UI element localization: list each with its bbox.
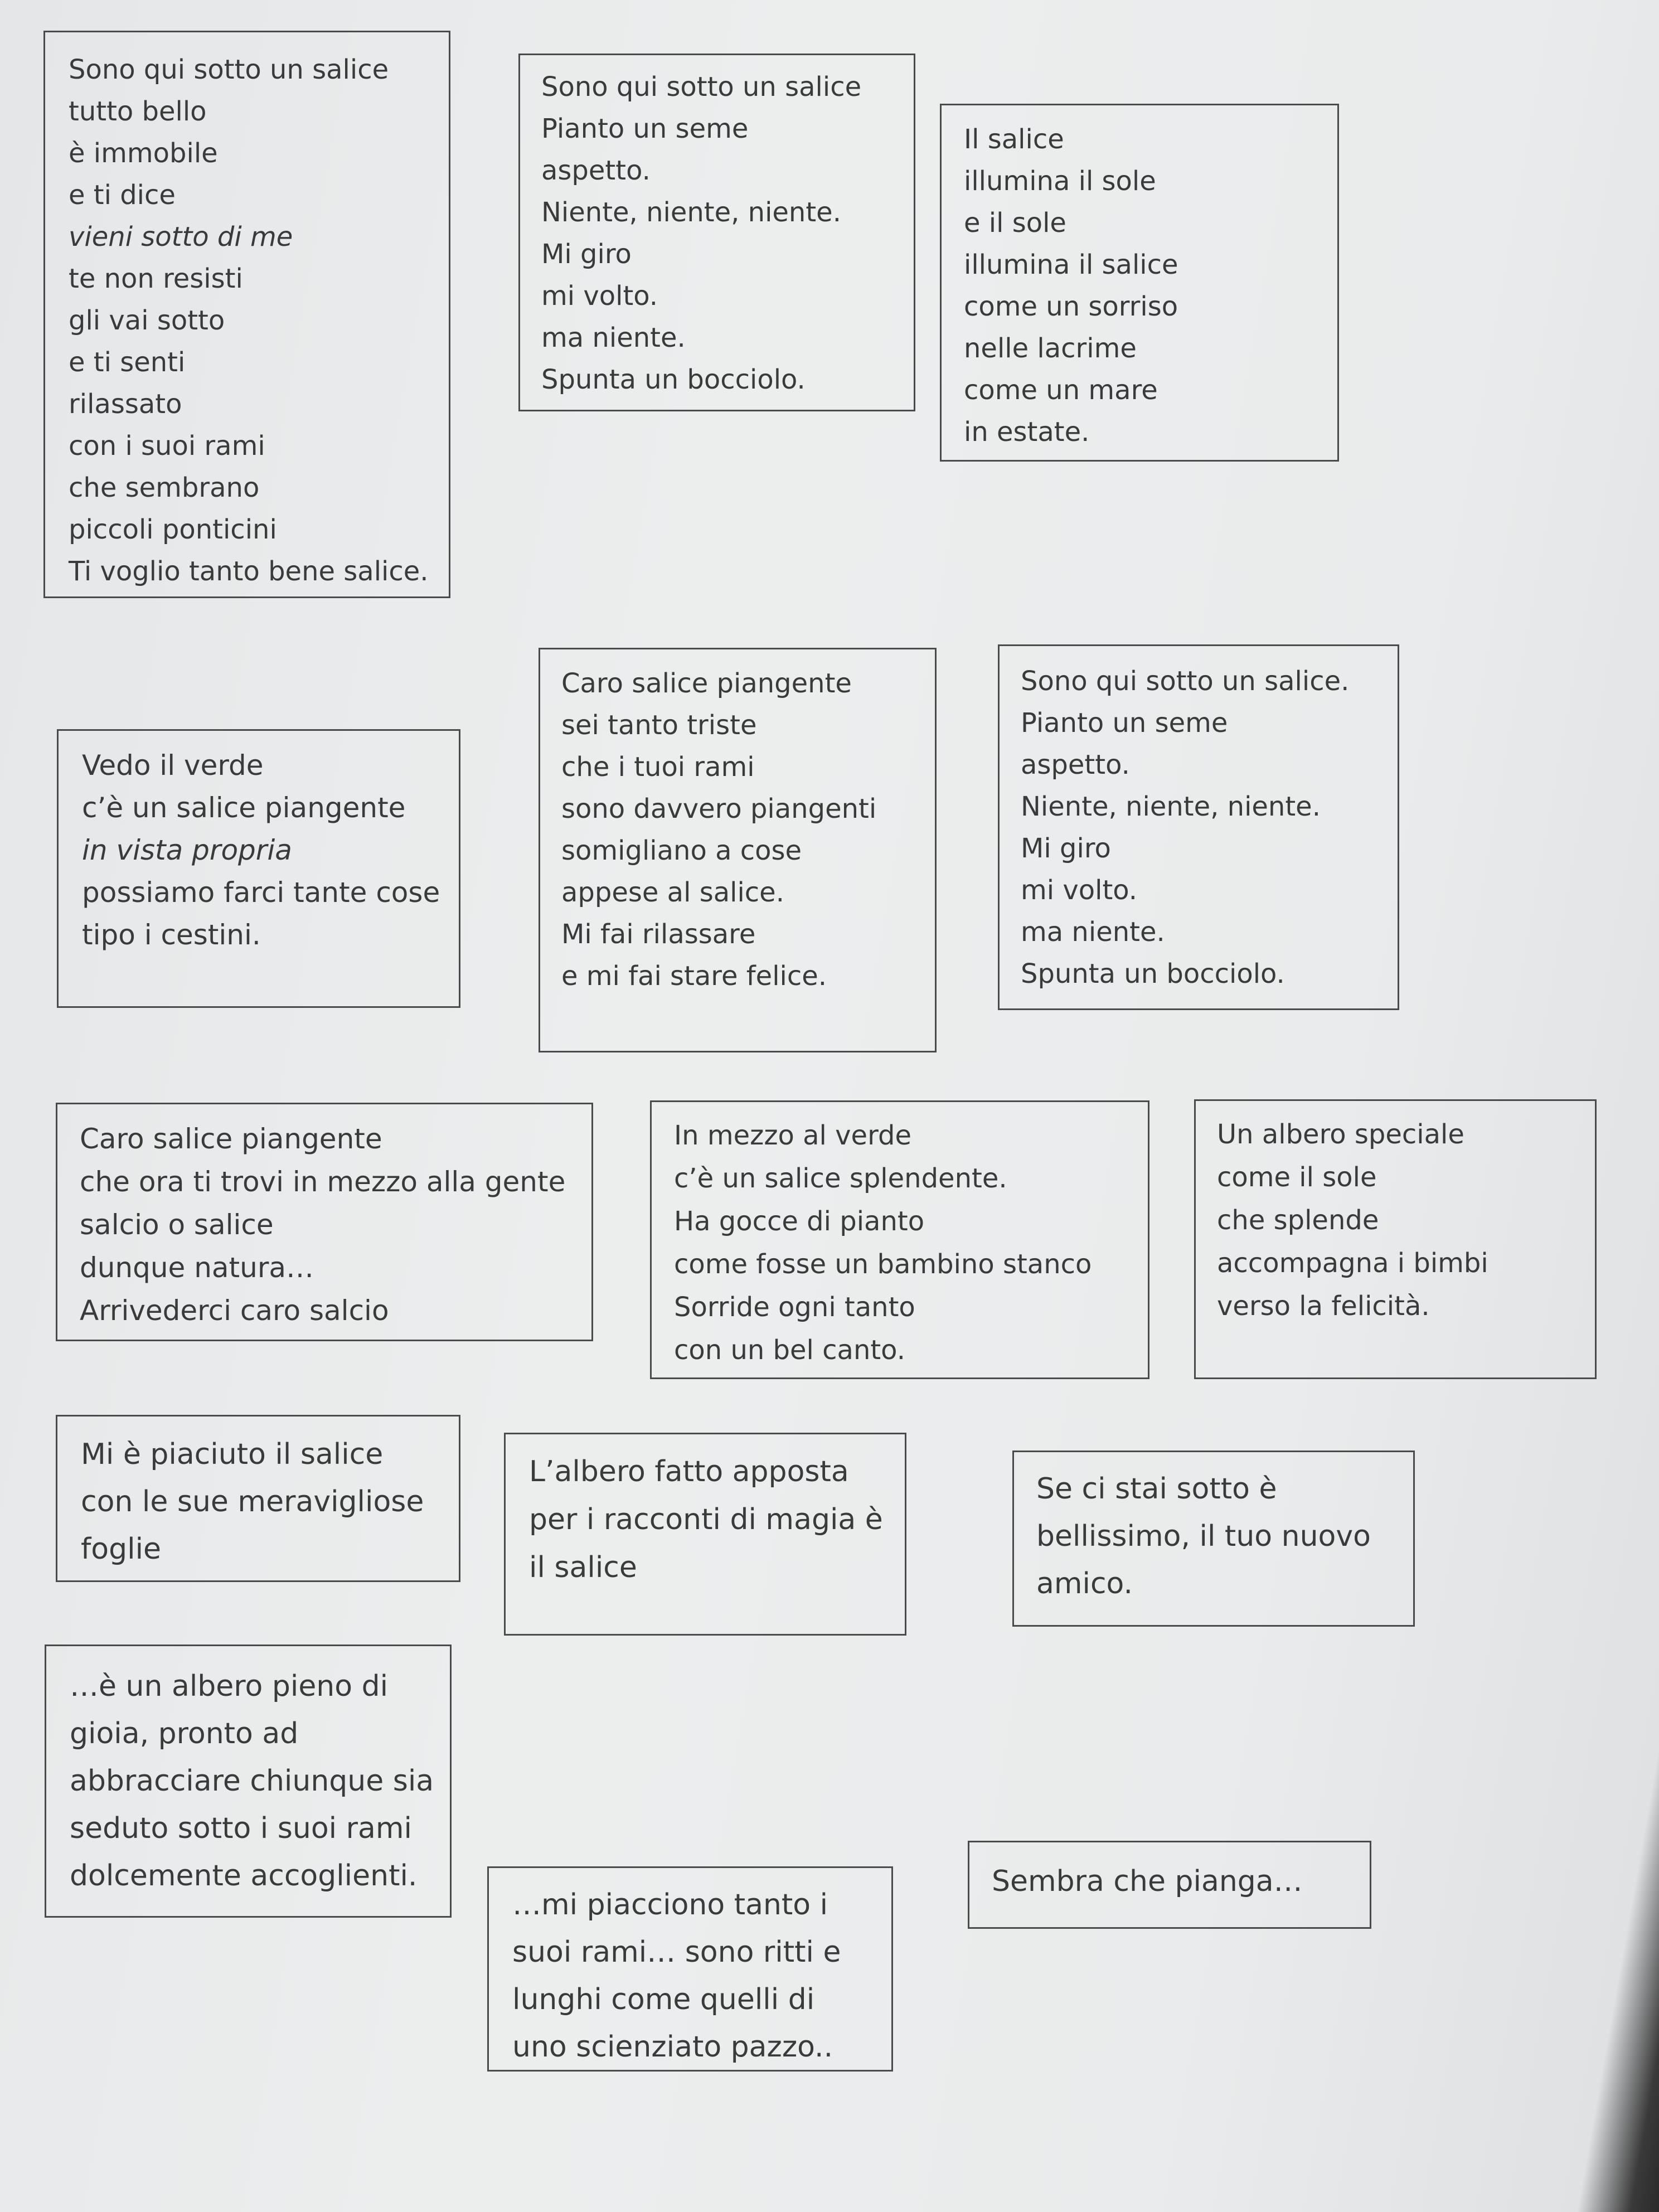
poem-line: Sono qui sotto un salice. [1021,666,1350,697]
poem-line: come un sorriso [964,291,1178,322]
poem-box [504,1433,906,1636]
poem-lines [1021,661,1398,995]
poem-line: dunque natura… [80,1251,314,1284]
poem-line: come un mare [964,375,1158,406]
poem-lines [529,1448,905,1592]
poem-lines [512,1881,891,2071]
poem-box [45,1645,452,1918]
poem-line: Spunta un bocciolo. [1021,958,1285,989]
poem-line: che ora ti trovi in mezzo alla gente [80,1166,566,1198]
poem-line: Vedo il verde [82,749,264,782]
poem-box [998,644,1399,1010]
poem-lines [992,1858,1370,1905]
poem-line: come il sole [1217,1162,1377,1193]
poem-box [650,1100,1149,1379]
poem-line: verso la felicità. [1217,1291,1430,1322]
poem-line: Arrivederci caro salcio [80,1294,389,1327]
poem-lines [541,66,914,401]
poem-line: illumina il sole [964,166,1156,197]
poem-line: aspetto. [1021,749,1130,780]
poem-line: mi volto. [1021,875,1138,906]
poem-line: c’è un salice splendente. [674,1163,1007,1194]
poem-box [968,1841,1371,1929]
poem-line: Mi giro [541,239,632,270]
poem-line: seduto sotto i suoi rami [70,1812,412,1845]
poem-box [1194,1099,1597,1379]
poem-line: che sembrano [69,472,260,503]
poem-line: con le sue meravigliose [81,1485,424,1519]
poem-line: mi volto. [541,280,658,312]
poem-line: con un bel canto. [674,1335,905,1366]
poem-box [539,648,937,1052]
poem-line: è immobile [69,138,218,169]
poem-line: per i racconti di magia è [529,1503,883,1536]
poem-line: che splende [1217,1205,1379,1236]
poem-line: illumina il salice [964,249,1178,280]
poem-line: Sembra che pianga… [992,1865,1303,1898]
poem-line: con i suoi rami [69,430,265,462]
poem-line: piccoli ponticini [69,514,277,545]
poem-box [56,1103,593,1341]
poem-line: tipo i cestini. [82,919,261,951]
poem-box [518,54,915,411]
poem-box [487,1866,893,2072]
poem-line: ma niente. [1021,916,1165,948]
poem-lines [561,663,935,997]
poem-line: abbracciare chiunque sia [70,1764,434,1798]
poem-lines [80,1118,591,1332]
poem-line: gioia, pronto ad [70,1717,299,1750]
poem-line: tutto bello [69,96,207,127]
poem-line: ma niente. [541,322,686,353]
poem-line: Spunta un bocciolo. [541,364,806,395]
poem-line: Sorride ogni tanto [674,1292,915,1323]
poem-line: suoi rami… sono ritti e [512,1936,841,1969]
poem-line: dolcemente accoglienti. [70,1859,418,1893]
poem-line: aspetto. [541,155,651,186]
poem-line: accompagna i bimbi [1217,1248,1488,1279]
poem-line: possiamo farci tante cose [82,876,440,909]
poem-line: rilassato [69,389,182,420]
poem-box [43,31,450,598]
poem-box [1012,1451,1415,1627]
poem-line: Un albero speciale [1217,1119,1464,1150]
poem-line: uno scienziato pazzo.. [512,2030,833,2064]
poem-line: Pianto un seme [541,113,749,144]
poem-line: Sono qui sotto un salice [69,54,389,85]
poem-line: e ti dice [69,180,176,211]
poem-line: somigliano a cose [561,835,802,866]
poem-lines [1217,1113,1595,1328]
poem-line: …mi piacciono tanto i [512,1888,828,1922]
poem-line: il salice [529,1551,637,1584]
poem-line: lunghi come quelli di [512,1983,815,2016]
poem-lines [70,1663,450,1900]
poem-lines [674,1114,1148,1372]
poem-line: sono davvero piangenti [561,793,877,824]
poem-line: Il salice [964,124,1064,155]
poem-line: appese al salice. [561,877,784,908]
poem-line: te non resisti [69,263,243,294]
poem-line: sei tanto triste [561,710,757,741]
poem-line: In mezzo al verde [674,1120,911,1151]
poem-line: foglie [81,1532,162,1566]
poem-line: salcio o salice [80,1209,274,1241]
poem-line: Ti voglio tanto bene salice. [69,556,429,587]
poem-line: Niente, niente, niente. [1021,791,1321,822]
poem-line: Ha gocce di pianto [674,1206,925,1237]
poem-line: Mi giro [1021,833,1111,864]
poem-lines [82,744,459,956]
poem-line: vieni sotto di me [69,221,293,253]
poem-line: c’è un salice piangente [82,792,406,824]
poem-lines [81,1431,459,1573]
poem-line: e mi fai stare felice. [561,961,827,992]
poem-lines [1036,1466,1413,1608]
poem-lines [69,49,449,593]
poem-line: L’albero fatto apposta [529,1455,849,1488]
poem-line: in estate. [964,416,1090,448]
poem-box [56,1415,460,1582]
poem-line: Mi fai rilassare [561,919,756,950]
poem-line: Sono qui sotto un salice [541,71,862,103]
poem-line: bellissimo, il tuo nuovo [1036,1520,1371,1553]
poem-line: in vista propria [82,834,292,866]
poem-box [57,729,460,1008]
poem-line: gli vai sotto [69,305,225,336]
poem-line: Se ci stai sotto è [1036,1472,1277,1506]
poem-line: amico. [1036,1567,1133,1600]
poem-line: nelle lacrime [964,333,1137,364]
poem-line: Pianto un seme [1021,707,1228,739]
poem-line: …è un albero pieno di [70,1670,389,1703]
poem-line: Caro salice piangente [561,668,852,699]
poem-lines [964,119,1337,453]
poem-line: e ti senti [69,347,186,378]
poem-line: come fosse un bambino stanco [674,1249,1092,1280]
poem-line: che i tuoi rami [561,751,755,783]
poem-line: Caro salice piangente [80,1123,382,1155]
poem-line: e il sole [964,207,1066,239]
poem-line: Mi è piaciuto il salice [81,1438,384,1471]
poem-line: Niente, niente, niente. [541,197,841,228]
poem-box [940,104,1339,462]
